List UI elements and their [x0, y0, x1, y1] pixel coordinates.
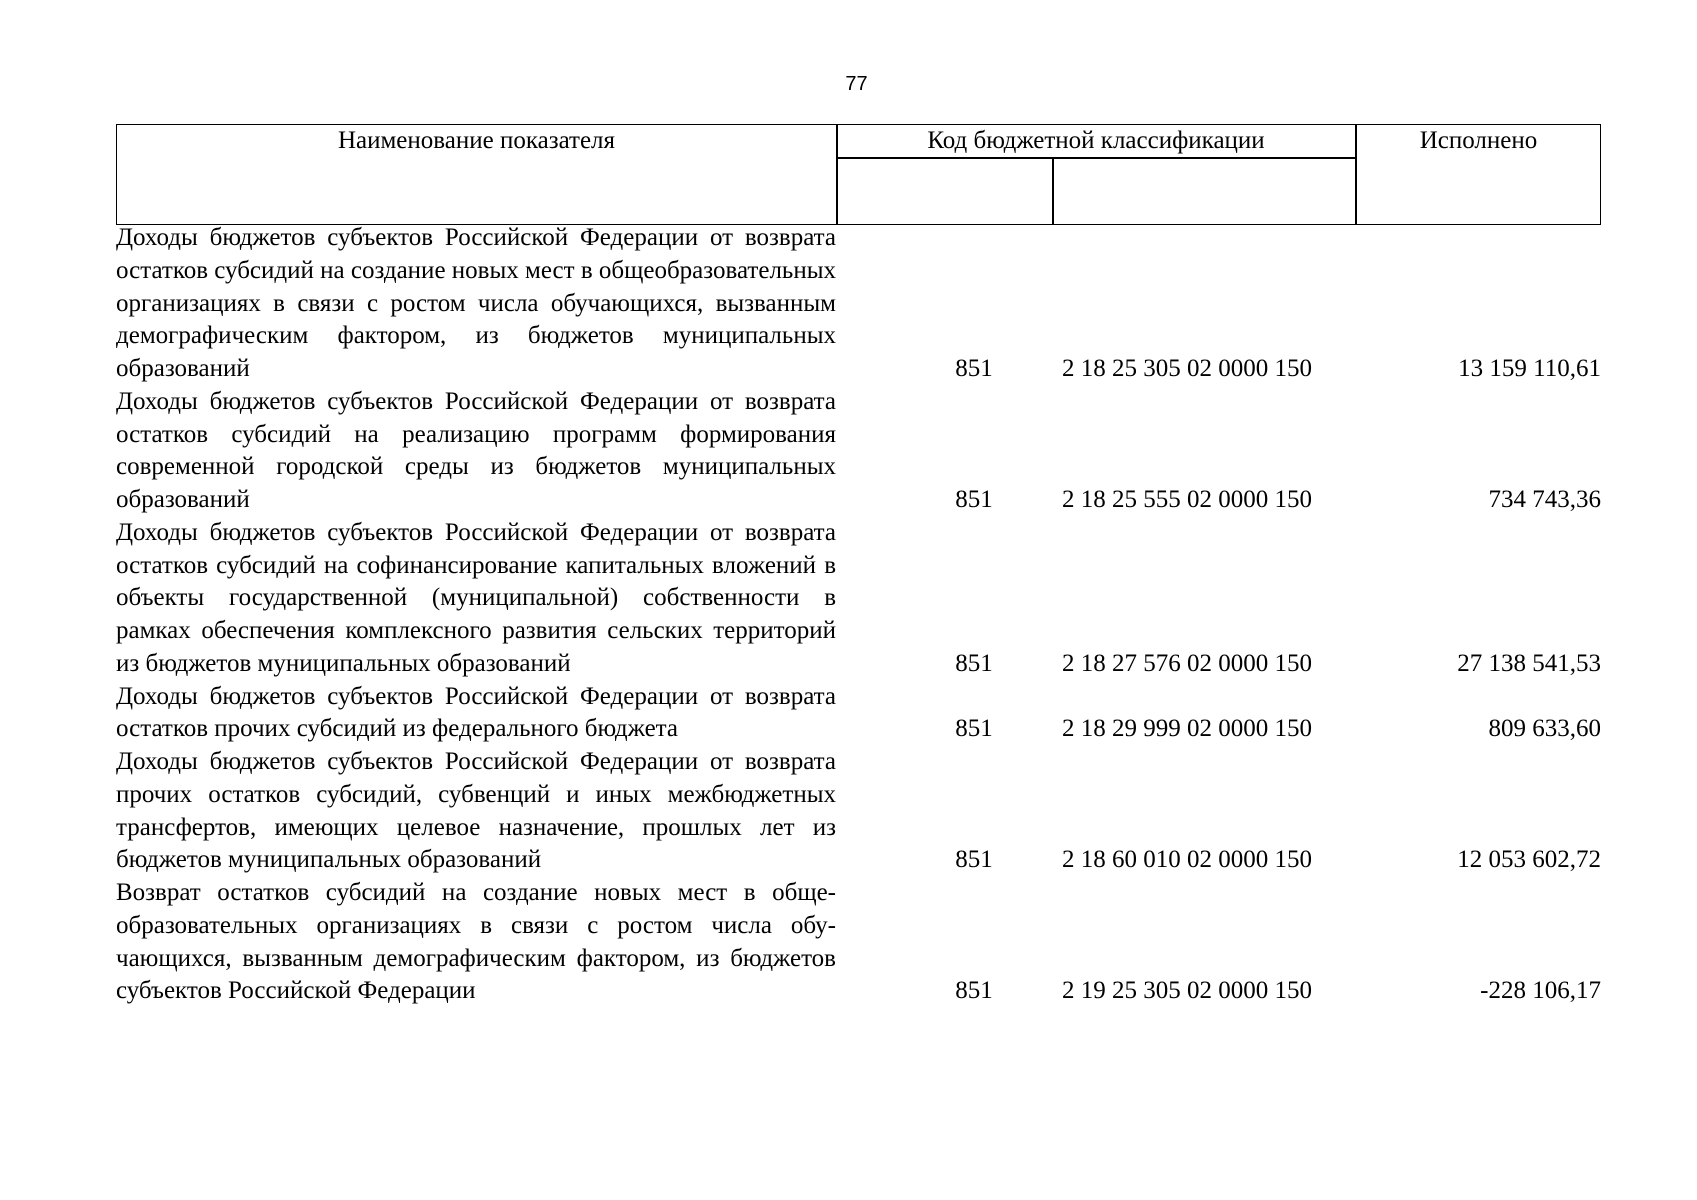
header-name: Наименование показателя — [337, 127, 616, 154]
row-name: Доходы бюджетов субъектов Российской Федерации от возврата остатков субсидий на реализацию программ формирования современной городской среды из бюджетов муниципальных образований — [116, 387, 836, 513]
row-name: Доходы бюджетов субъектов Российской Федерации от возврата остатков прочих субсидий из федерального бюджета — [116, 682, 836, 743]
row-classification-code: 2 18 60 010 02 0000 150 — [1062, 846, 1312, 874]
row-classification-code: 2 19 25 305 02 0000 150 — [1062, 977, 1312, 1005]
header-divider — [1052, 158, 1054, 225]
row-admin-code: 851 — [955, 715, 993, 743]
row-amount: -228 106,17 — [1480, 977, 1601, 1005]
table-row — [116, 746, 1601, 877]
row-admin-code: 851 — [955, 977, 993, 1005]
row-name: Доходы бюджетов субъектов Российской Федерации от возврата остатков субсидий на создание новых мест в общеобразовательных организациях в связи с ростом числа обучающихся, вызванным демографическим фактором, из бюджетов муниципальных образований — [116, 224, 836, 382]
table-header — [116, 124, 1601, 225]
row-name: Возврат остатков субсидий на создание новых мест в общеобразовательных организациях в связи с ростом числа обучающихся, вызванным демографическим фактором, из бюджетов субъектов Российской Федерации — [116, 879, 836, 1005]
row-admin-code: 851 — [955, 846, 993, 874]
table-row — [116, 386, 1601, 517]
table-row — [116, 877, 1601, 1008]
row-admin-code: 851 — [955, 355, 993, 382]
table-row — [116, 222, 1601, 386]
row-classification-code: 2 18 25 305 02 0000 150 — [1062, 355, 1312, 382]
table-body — [116, 222, 1601, 1008]
header-executed: Исполнено — [1419, 127, 1538, 154]
row-amount: 734 743,36 — [1488, 486, 1601, 513]
table-row — [116, 681, 1601, 747]
row-amount: 809 633,60 — [1488, 715, 1601, 743]
row-amount: 12 053 602,72 — [1457, 846, 1601, 874]
row-amount: 27 138 541,53 — [1457, 649, 1601, 677]
row-admin-code: 851 — [955, 486, 993, 513]
row-classification-code: 2 18 25 555 02 0000 150 — [1062, 486, 1312, 513]
row-amount: 13 159 110,61 — [1458, 355, 1601, 382]
header-divider — [836, 157, 1356, 159]
table-row — [116, 517, 1601, 681]
row-name: Доходы бюджетов субъектов Российской Федерации от возврата прочих остатков субсидий, субвенций и иных межбюджетных трансфертов, имеющих целевое назначение, прошлых лет из бюджетов муниципальных образований — [116, 748, 836, 874]
row-admin-code: 851 — [955, 649, 993, 677]
header-code-group: Код бюджетной классификации — [927, 127, 1265, 154]
page-number: 77 — [845, 73, 868, 95]
row-classification-code: 2 18 27 576 02 0000 150 — [1062, 649, 1312, 677]
row-name: Доходы бюджетов субъектов Российской Федерации от возврата остатков субсидий на софинансирование капитальных вложений в объекты государственной (муниципальной) собственности в рамках обеспечения комплексного развития сельских территорий из бюджетов муниципальных образований — [116, 518, 836, 677]
row-classification-code: 2 18 29 999 02 0000 150 — [1062, 715, 1312, 743]
